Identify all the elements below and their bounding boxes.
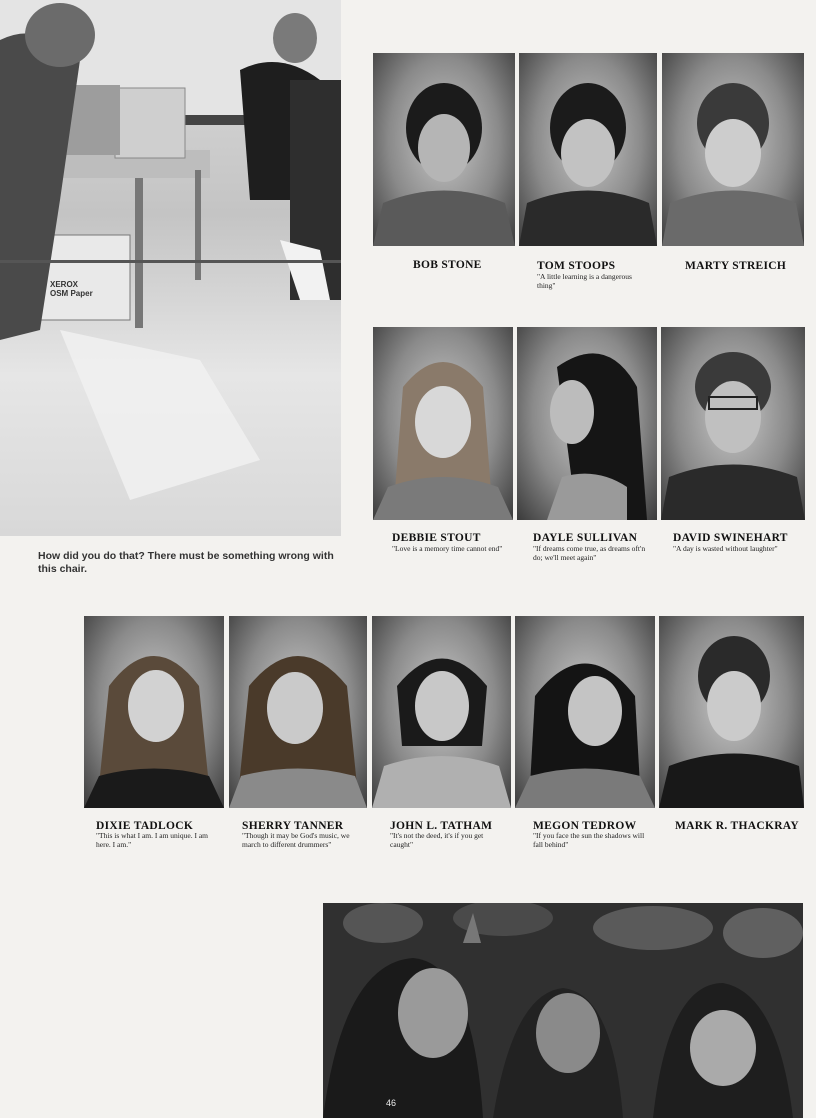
portrait-sherry-tanner (229, 616, 367, 808)
portrait-debbie-stout (373, 327, 513, 520)
crowd-scene (323, 903, 803, 1118)
student-quote: "A little learning is a dangerous thing" (537, 272, 632, 290)
candid-photo-classroom (0, 0, 341, 536)
portrait-silhouette (515, 616, 655, 808)
box-brand: XEROX (50, 280, 79, 289)
student-name: DIXIE TADLOCK (96, 820, 194, 832)
student-quote: "Though it may be God's music, we march to different drummers" (242, 831, 350, 849)
portrait-silhouette (659, 616, 804, 808)
portrait-silhouette (84, 616, 224, 808)
portrait-dayle-sullivan (517, 327, 657, 520)
portrait-silhouette (373, 327, 513, 520)
student-quote: "If you face the sun the shadows will fall behind" (533, 831, 645, 849)
student-name: MEGON TEDROW (533, 820, 637, 832)
portrait-dixie-tadlock (84, 616, 224, 808)
box-product: OSM Paper (50, 289, 93, 298)
student-name: SHERRY TANNER (242, 820, 344, 832)
xerox-box-label (50, 280, 93, 298)
portrait-silhouette (372, 616, 511, 808)
portrait-silhouette (517, 327, 657, 520)
portrait-silhouette (229, 616, 367, 808)
student-name: DAVID SWINEHART (673, 532, 788, 544)
student-name: DEBBIE STOUT (392, 532, 481, 544)
portrait-mark-thackray (659, 616, 804, 808)
portrait-tom-stoops (519, 53, 657, 246)
student-name: TOM STOOPS (537, 260, 616, 272)
portrait-bob-stone (373, 53, 515, 246)
student-quote: "It's not the deed, it's if you get caught" (390, 831, 484, 849)
page-number: 46 (386, 1098, 397, 1108)
student-name: MARK R. THACKRAY (675, 820, 799, 832)
student-name: BOB STONE (413, 259, 482, 271)
student-name: JOHN L. TATHAM (390, 820, 493, 832)
portrait-silhouette (662, 53, 804, 246)
portrait-silhouette (373, 53, 515, 246)
portrait-david-swinehart (661, 327, 805, 520)
portrait-silhouette (519, 53, 657, 246)
student-quote: "If dreams come true, as dreams oft'n do; we'll meet again" (533, 544, 646, 562)
student-quote: "This is what I am. I am unique. I am here. I am." (96, 831, 208, 849)
student-name: MARTY STREICH (685, 260, 787, 272)
classroom-scene (0, 0, 341, 536)
photo-caption: How did you do that? There must be something wrong with this chair. (38, 550, 334, 575)
student-name: DAYLE SULLIVAN (533, 532, 638, 544)
portrait-john-tatham (372, 616, 511, 808)
student-quote: "Love is a memory time cannot end" (392, 544, 503, 553)
portrait-marty-streich (662, 53, 804, 246)
portrait-silhouette (661, 327, 805, 520)
portrait-megon-tedrow (515, 616, 655, 808)
student-quote: "A day is wasted without laughter" (673, 544, 778, 553)
crowd-photo (323, 903, 803, 1118)
